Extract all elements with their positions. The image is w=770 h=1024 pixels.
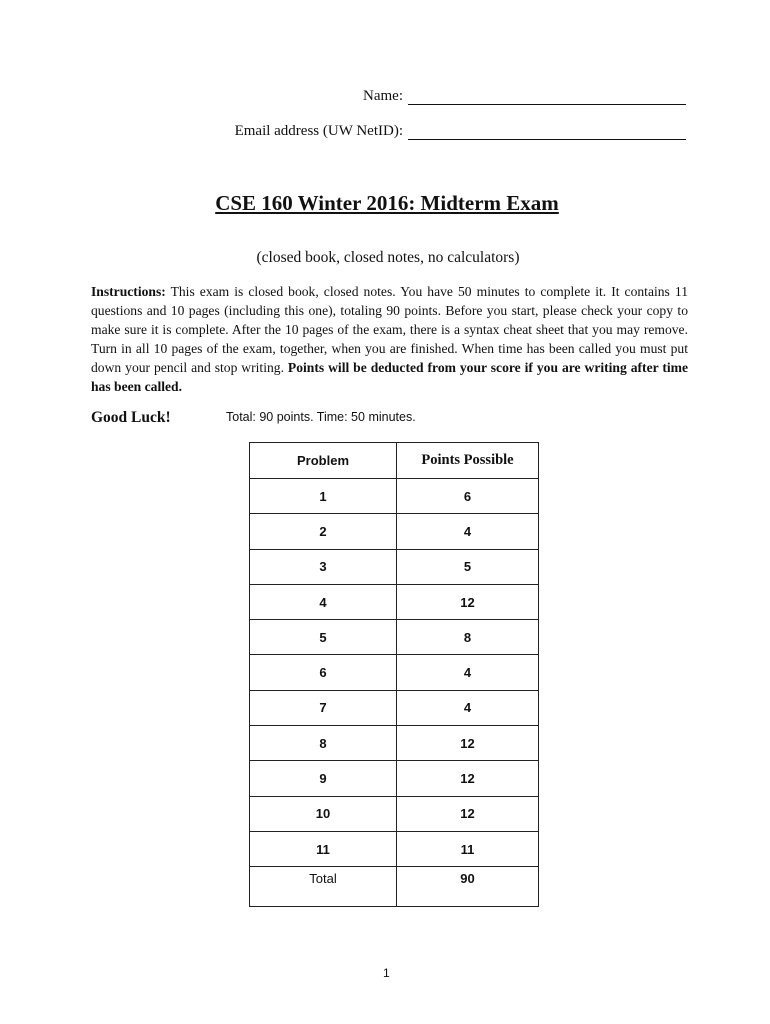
- points-cell: 12: [397, 761, 539, 796]
- problem-number-cell: 9: [250, 761, 397, 796]
- points-cell: 11: [397, 831, 539, 866]
- problem-number-cell: 8: [250, 726, 397, 761]
- points-cell: 12: [397, 796, 539, 831]
- total-points-cell: 90: [397, 867, 539, 906]
- problem-number-cell: 6: [250, 655, 397, 690]
- points-table-header: [250, 443, 539, 479]
- points-cell: 4: [397, 514, 539, 549]
- instructions-label: Instructions:: [91, 284, 166, 299]
- email-label: Email address (UW NetID):: [234, 123, 403, 139]
- problem-number-cell: 7: [250, 690, 397, 725]
- points-table-body: [250, 479, 539, 907]
- header-problem: Problem: [250, 443, 397, 479]
- table-row: [250, 761, 539, 796]
- problem-number-cell: 1: [250, 479, 397, 514]
- table-row: [250, 620, 539, 655]
- name-field-row: [0, 88, 686, 105]
- problem-number-cell: 2: [250, 514, 397, 549]
- total-label-cell: Total: [250, 867, 397, 906]
- table-row: [250, 514, 539, 549]
- points-cell: 12: [397, 584, 539, 619]
- points-cell: 8: [397, 620, 539, 655]
- points-cell: 4: [397, 690, 539, 725]
- problem-number-cell: 3: [250, 549, 397, 584]
- total-points-time: Total: 90 points. Time: 50 minutes.: [226, 410, 416, 424]
- email-field-row: [0, 123, 686, 140]
- instructions-warning: Points will be deducted from your score if you are writing after time has been called.: [91, 360, 688, 394]
- points-cell: 4: [397, 655, 539, 690]
- page-number: 1: [383, 966, 390, 980]
- table-row: [250, 655, 539, 690]
- table-total-row: [250, 867, 539, 906]
- table-row: [250, 831, 539, 866]
- instructions-body: This exam is closed book, closed notes. You have 50 minutes to complete it. It contains 11 questions and 10 pages (including this one), totaling 90 points. Before you start, please check your copy to make sure it is complete. After the 10 pages of the exam, there is a syntax cheat sheet that you may remove. Turn in all 10 pages of the exam, together, when you are finished. When time has been called you must put down your pencil and stop writing.: [91, 284, 688, 375]
- problem-number-cell: 10: [250, 796, 397, 831]
- good-luck-text: Good Luck!: [91, 409, 171, 426]
- table-row: [250, 690, 539, 725]
- problem-number-cell: 5: [250, 620, 397, 655]
- name-input-line[interactable]: [408, 90, 686, 105]
- points-cell: 6: [397, 479, 539, 514]
- instructions-paragraph: [91, 282, 688, 396]
- name-label: Name:: [363, 88, 403, 104]
- table-row: [250, 726, 539, 761]
- table-row: [250, 479, 539, 514]
- header-points-possible: Points Possible: [397, 443, 539, 479]
- exam-subtitle: (closed book, closed notes, no calculators): [256, 249, 520, 266]
- email-input-line[interactable]: [408, 125, 686, 140]
- problem-number-cell: 11: [250, 831, 397, 866]
- problem-number-cell: 4: [250, 584, 397, 619]
- table-row: [250, 796, 539, 831]
- exam-title: CSE 160 Winter 2016: Midterm Exam: [215, 191, 559, 215]
- table-row: [250, 549, 539, 584]
- points-table: [249, 442, 539, 907]
- points-cell: 12: [397, 726, 539, 761]
- table-row: [250, 584, 539, 619]
- points-cell: 5: [397, 549, 539, 584]
